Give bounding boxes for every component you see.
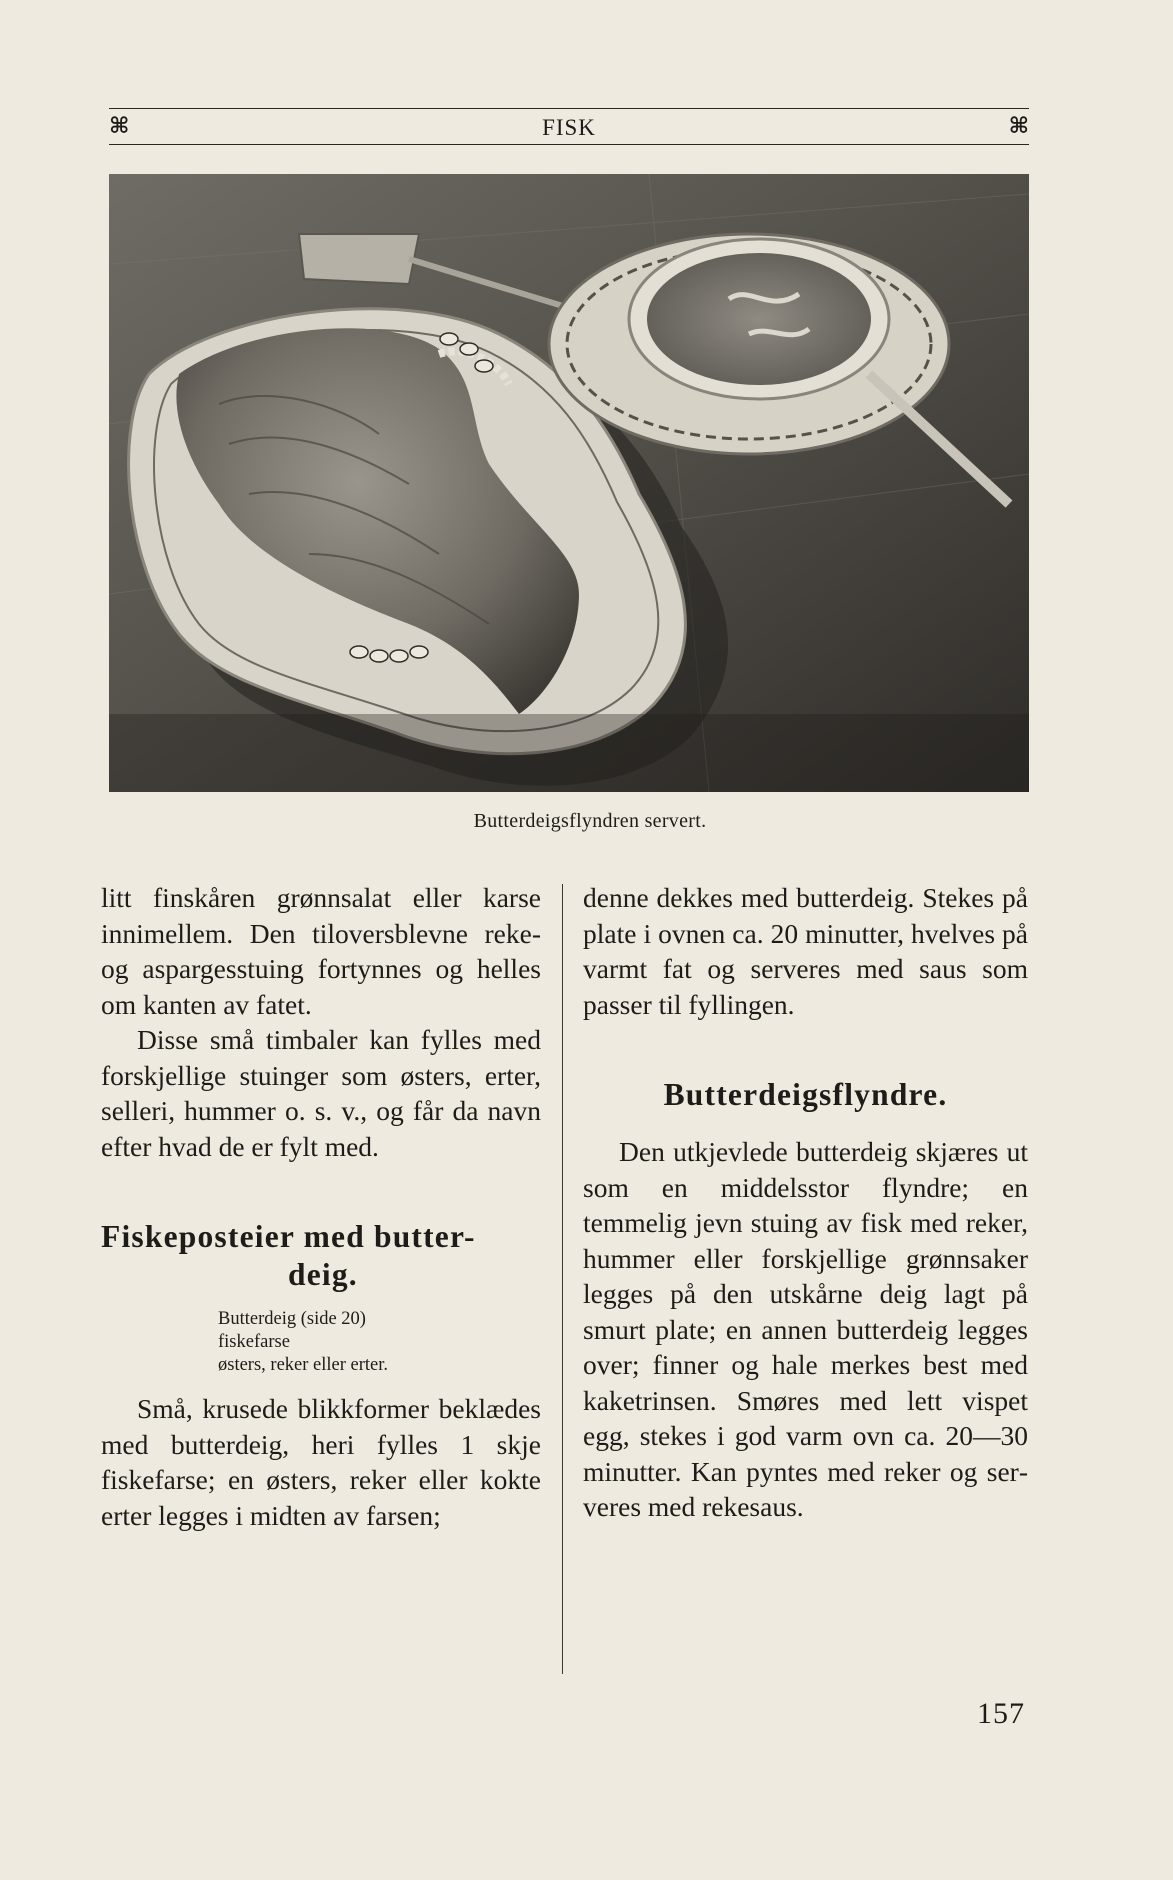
recipe-heading-line-1: Fiskeposteier med butter- bbox=[101, 1219, 476, 1254]
page-number: 157 bbox=[977, 1697, 1025, 1730]
ingredient-item: fiskefarse bbox=[218, 1332, 290, 1352]
right-column bbox=[583, 880, 1028, 1525]
chapter-title: FISK bbox=[542, 115, 596, 140]
left-paragraph-3: Små, krusede blikkformer beklædes med butterdeig, heri fylles 1 skje fiskefarse; en østers, reker eller kokte erter legges i midten av farsen; bbox=[101, 1393, 541, 1531]
dish-photo bbox=[109, 174, 1029, 792]
ingredients-list bbox=[218, 1308, 541, 1377]
ornament-right-icon: ⌘ bbox=[1008, 114, 1029, 139]
recipe-heading-fiskeposteier bbox=[101, 1218, 541, 1294]
right-paragraph-1: denne dekkes med butterdeig. Stekes på plate i ovnen ca. 20 minutter, hvelves på varmt fat og serveres med saus som passer til fyllingen. bbox=[583, 882, 1028, 1020]
header-rule-bottom bbox=[109, 144, 1029, 145]
figure-caption: Butterdeigsflyndren servert. bbox=[473, 810, 707, 832]
left-paragraph-2: Disse små timbaler kan fylles med forskjellige stuinger som østers, erter, selleri, hummer o. s. v., og får da navn efter hvad de er fylt med. bbox=[101, 1024, 541, 1162]
ingredient-item: østers, reker eller erter. bbox=[218, 1355, 389, 1375]
ingredient-item: Butterdeig (side 20) bbox=[218, 1309, 366, 1329]
column-divider bbox=[562, 884, 563, 1674]
recipe-heading-line-2: deig. bbox=[288, 1257, 358, 1292]
header-rule-top bbox=[109, 108, 1029, 109]
running-header bbox=[109, 112, 1029, 142]
ornament-left-icon: ⌘ bbox=[109, 114, 130, 139]
right-paragraph-2: Den utkjevlede butterdeig skjæres ut som en middelsstor flyndre; en temmelig jevn stuing av fisk med reker, hummer eller forskjellige grønnsaker legges på den utskårne deig lagt på smurt plate; en annen butterdeig legges over; finner og hale merkes best med kaketrinsen. Smøres med lett vispet egg, stekes i god varm ovn ca. 20—30 minutter. Kan pyntes med reker og serveres med rekesaus. bbox=[583, 1136, 1028, 1522]
left-column bbox=[101, 880, 541, 1533]
left-paragraph-1: litt finskåren grønnsalat eller karse innimellem. Den tiloversblevne reke- og aspargesstuing fortynnes og helles om kanten av fatet. bbox=[101, 882, 541, 1020]
recipe-heading-butterdeigsflyndre: Butterdeigsflyndre. bbox=[663, 1077, 948, 1112]
